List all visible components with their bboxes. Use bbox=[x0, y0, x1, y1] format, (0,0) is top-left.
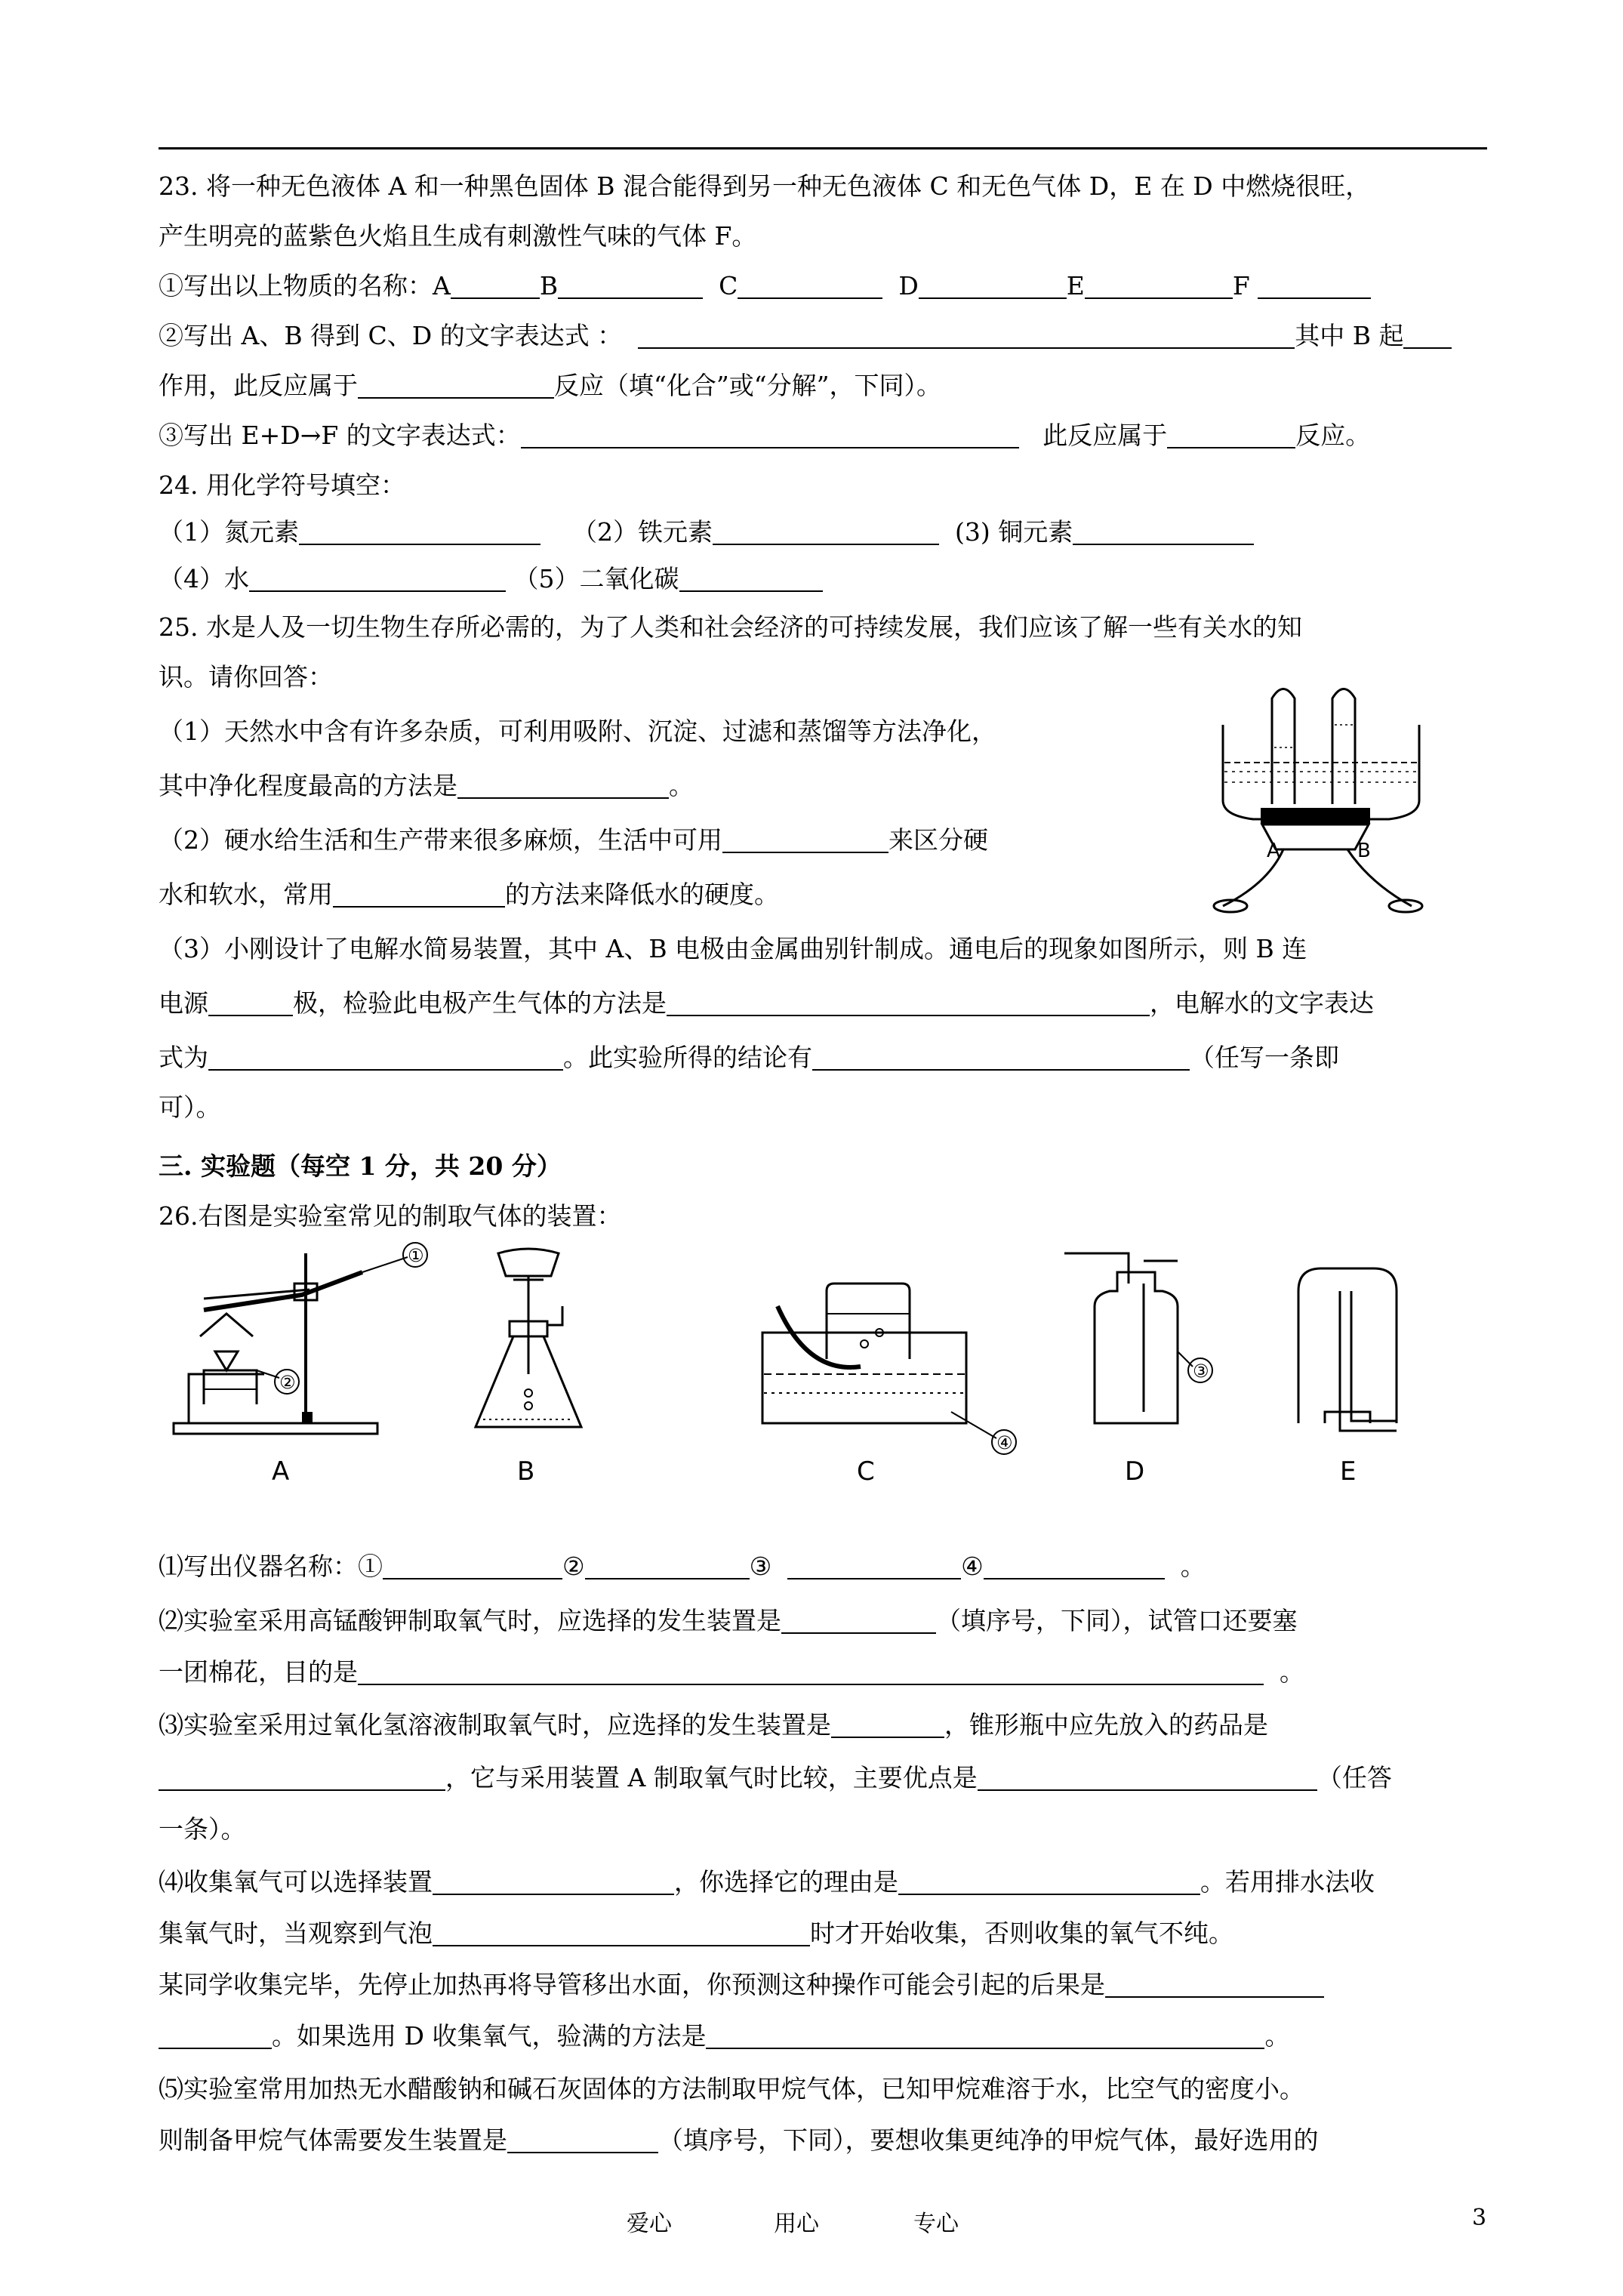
q25-line9-text: 式为 bbox=[159, 1043, 208, 1072]
q25-line5-text: （2）硬水给生活和生产带来很多麻烦，生活中可用 bbox=[159, 825, 722, 855]
q24-item3: (3) 铜元素 bbox=[954, 517, 1073, 547]
q24-title: 24. 用化学符号填空： bbox=[159, 470, 405, 500]
answer-blank-instrument-2[interactable] bbox=[585, 1549, 750, 1579]
answer-blank-electrolysis-eq[interactable] bbox=[208, 1040, 563, 1071]
apparatus-label-c: C bbox=[857, 1456, 875, 1487]
answer-blank-c[interactable] bbox=[738, 269, 882, 299]
q24-item1: （1）氮元素 bbox=[159, 517, 299, 547]
answer-blank-copper[interactable] bbox=[1073, 515, 1254, 545]
q26-part4-full bbox=[159, 2017, 1289, 2055]
q26-part5-hint: （填序号，下同），要想收集更纯净的甲烷气体，最好选用的 bbox=[658, 2125, 1319, 2155]
q23-part2-role: 其中 B 起 bbox=[1295, 321, 1404, 350]
q23-part3-type: 此反应属于 bbox=[1042, 421, 1168, 450]
answer-blank-co2[interactable] bbox=[679, 562, 823, 592]
section-3-heading: 三. 实验题（每空 1 分，共 20 分） bbox=[159, 1151, 562, 1181]
answer-blank-collect-reason[interactable] bbox=[898, 1865, 1200, 1895]
q25-line8-end: ，电解水的文字表达 bbox=[1150, 988, 1374, 1018]
q23-part2-hint: 反应（填“化合”或“分解”，下同）。 bbox=[554, 371, 941, 400]
answer-blank-d[interactable] bbox=[919, 269, 1067, 299]
q23-part2-text: ②写出 A、B 得到 C、D 的文字表达式 ： bbox=[159, 321, 623, 350]
q24-item4: （4）水 bbox=[159, 564, 249, 593]
q26-part3-end-line: 一条）。 bbox=[159, 1814, 246, 1844]
apparatus-label-b: B bbox=[517, 1456, 535, 1487]
q24-row1 bbox=[159, 513, 1254, 551]
answer-blank-water[interactable] bbox=[249, 562, 506, 592]
q26-part1-m2: ② bbox=[562, 1552, 585, 1581]
q26-part4-full-end: 。 bbox=[1264, 2021, 1290, 2051]
apparatus-label-d: D bbox=[1125, 1456, 1145, 1487]
apparatus-d bbox=[1064, 1253, 1212, 1487]
q25-line7: （3）小刚设计了电解水简易装置，其中 A、B 电极由金属曲别针制成。通电后的现象如图所示，则 B 连 bbox=[159, 934, 1307, 963]
label-b: B bbox=[539, 271, 559, 300]
answer-blank-a[interactable] bbox=[451, 269, 540, 299]
q25-line9-mid: 。此实验所得的结论有 bbox=[563, 1043, 812, 1072]
answer-blank-methane-device[interactable] bbox=[507, 2123, 658, 2153]
q26-part4-reason: ，你选择它的理由是 bbox=[674, 1867, 898, 1897]
answer-blank-distinguish[interactable] bbox=[722, 823, 888, 853]
q23-part2 bbox=[159, 317, 1452, 355]
answer-blank-bubble-state[interactable] bbox=[433, 1916, 810, 1946]
footer-yongxin: 用心 bbox=[774, 2211, 819, 2237]
apparatus-c bbox=[762, 1284, 1016, 1487]
q25-line3: （1）天然水中含有许多杂质，可利用吸附、沉淀、过滤和蒸馏等方法净化， bbox=[159, 717, 996, 746]
apparatus-label-e: E bbox=[1340, 1456, 1357, 1487]
apparatus-label-a: A bbox=[272, 1456, 290, 1487]
q26-part4-tail: 。若用排水法收 bbox=[1200, 1867, 1375, 1897]
label-d: D bbox=[898, 271, 919, 300]
q26-part1-text: ⑴写出仪器名称：① bbox=[159, 1552, 383, 1581]
q26-part5-cont bbox=[159, 2122, 1319, 2159]
q23-part1 bbox=[159, 267, 1371, 305]
q26-part2 bbox=[159, 1602, 1298, 1640]
q23-part2-type: 作用，此反应属于 bbox=[159, 371, 358, 400]
answer-blank-e[interactable] bbox=[1085, 269, 1233, 299]
q26-part4-text: ⑷收集氧气可以选择装置 bbox=[159, 1867, 433, 1897]
label-e: E bbox=[1066, 271, 1085, 300]
q26-part3 bbox=[159, 1706, 1268, 1744]
answer-blank-f[interactable] bbox=[1258, 269, 1371, 299]
q23-part3-end: 反应。 bbox=[1295, 421, 1371, 450]
electrolysis-diagram bbox=[1208, 680, 1434, 929]
answer-blank-reaction-type-2[interactable] bbox=[1167, 418, 1295, 448]
q25-line6-text: 水和软水，常用 bbox=[159, 880, 333, 909]
q25-line9-end: （任写一条即 bbox=[1190, 1043, 1339, 1072]
answer-blank-h2o2-device[interactable] bbox=[831, 1708, 944, 1738]
q26-part4-impure: 时才开始收集，否则收集的氧气不纯。 bbox=[810, 1918, 1233, 1948]
electrode-label-a: A bbox=[1267, 840, 1280, 862]
answer-blank-test-method[interactable] bbox=[667, 986, 1150, 1016]
q25-line5-end: 来区分硬 bbox=[888, 825, 988, 855]
q25-line6-end: 的方法来降低水的硬度。 bbox=[505, 880, 779, 909]
answer-blank-instrument-4[interactable] bbox=[984, 1549, 1165, 1579]
apparatus-a bbox=[174, 1243, 427, 1487]
q25-line5 bbox=[159, 821, 988, 859]
q26-part4-full-text: 。如果选用 D 收集氧气，验满的方法是 bbox=[272, 2021, 707, 2051]
q23-part1-text: ①写出以上物质的名称：A bbox=[159, 271, 451, 300]
answer-blank-instrument-3[interactable] bbox=[787, 1549, 961, 1579]
answer-blank-purify-method[interactable] bbox=[457, 769, 669, 799]
q25-line4-text: 其中净化程度最高的方法是 bbox=[159, 771, 457, 800]
answer-blank-iron[interactable] bbox=[713, 515, 939, 545]
answer-blank-consequence[interactable] bbox=[1105, 1968, 1324, 1998]
header-rule bbox=[159, 147, 1487, 149]
q25-line4-end: 。 bbox=[669, 771, 694, 800]
q26-part2-cont bbox=[159, 1653, 1304, 1691]
q24-item2: （2）铁元素 bbox=[571, 517, 713, 547]
q26-part1-end: 。 bbox=[1180, 1552, 1206, 1581]
answer-blank-kmno4-device[interactable] bbox=[781, 1604, 936, 1634]
q25-line2: 识。请你回答： bbox=[159, 662, 333, 692]
apparatus-marker-2: ② bbox=[279, 1372, 296, 1393]
apparatus-e bbox=[1298, 1268, 1397, 1487]
q23-part2-cont bbox=[159, 367, 941, 405]
q26-part4-consequence bbox=[159, 1966, 1324, 2004]
q26-part4-consequence-text: 某同学收集完毕，先停止加热再将导管移出水面，你预测这种操作可能会引起的后果是 bbox=[159, 1970, 1105, 1999]
q25-line8 bbox=[159, 985, 1374, 1022]
answer-blank-instrument-1[interactable] bbox=[383, 1549, 562, 1579]
q25-line4 bbox=[159, 767, 694, 805]
q26-part5: ⑸实验室常用加热无水醋酸钠和碱石灰固体的方法制取甲烷气体，已知甲烷难溶于水，比空气的密度小。 bbox=[159, 2074, 1304, 2103]
answer-blank-b[interactable] bbox=[558, 269, 703, 299]
q24-item5: （5）二氧化碳 bbox=[513, 564, 679, 593]
q26-part3-end: （任答 bbox=[1317, 1763, 1392, 1792]
q23-intro-line1: 23. 将一种无色液体 A 和一种黑色固体 B 混合能得到另一种无色液体 C 和无色气体 D，E 在 D 中燃烧很旺， bbox=[159, 171, 1371, 201]
apparatus-marker-4: ④ bbox=[996, 1432, 1013, 1453]
q26-part1-m3: ③ bbox=[749, 1552, 772, 1581]
answer-blank-advantage[interactable] bbox=[978, 1761, 1317, 1791]
label-f: F bbox=[1232, 271, 1250, 300]
q23-intro-line2: 产生明亮的蓝紫色火焰且生成有刺激性气味的气体 F。 bbox=[159, 221, 757, 251]
q26-part2-hint: （填序号，下同），试管口还要塞 bbox=[936, 1606, 1298, 1635]
answer-blank-equation-ab[interactable] bbox=[638, 319, 1295, 349]
answer-blank-full-check[interactable] bbox=[706, 2019, 1264, 2049]
answer-blank-soften[interactable] bbox=[333, 877, 505, 908]
footer-aixin: 爱心 bbox=[627, 2211, 672, 2237]
page-number: 3 bbox=[1472, 2205, 1487, 2231]
gas-apparatus-diagram bbox=[159, 1238, 1487, 1495]
apparatus-marker-1: ① bbox=[408, 1245, 424, 1266]
apparatus-b bbox=[476, 1249, 581, 1487]
q24-row2 bbox=[159, 560, 823, 598]
q26-part3-mid: ，锥形瓶中应先放入的药品是 bbox=[944, 1710, 1268, 1740]
answer-blank-conclusion[interactable] bbox=[812, 1040, 1190, 1071]
answer-blank-reaction-type[interactable] bbox=[358, 368, 554, 399]
q25-line8-text: 电源 bbox=[159, 988, 208, 1018]
q23-part3-text: ③写出 E+D→F 的文字表达式： bbox=[159, 421, 521, 450]
q26-part4 bbox=[159, 1863, 1375, 1901]
q25-line1: 25. 水是人及一切生物生存所必需的，为了人类和社会经济的可持续发展，我们应该了解一些有关水的知 bbox=[159, 612, 1302, 642]
q26-part2-purpose: 一团棉花，目的是 bbox=[159, 1657, 358, 1687]
q26-part1-m4: ④ bbox=[961, 1552, 984, 1581]
q26-part2-text: ⑵实验室采用高锰酸钾制取氧气时，应选择的发生装置是 bbox=[159, 1606, 781, 1635]
q26-intro: 26.右图是实验室常见的制取气体的装置： bbox=[159, 1201, 622, 1231]
footer-zhuanxin: 专心 bbox=[913, 2211, 959, 2237]
answer-blank-equation-ed[interactable] bbox=[521, 418, 1019, 448]
q26-part3-adv: ，它与采用装置 A 制取氧气时比较，主要优点是 bbox=[445, 1763, 978, 1792]
electrode-label-b: B bbox=[1357, 840, 1371, 862]
q26-part4-cont bbox=[159, 1915, 1233, 1952]
answer-blank-electrode[interactable] bbox=[208, 986, 293, 1016]
q26-part2-end: 。 bbox=[1279, 1657, 1304, 1687]
answer-blank-collect-device[interactable] bbox=[433, 1865, 674, 1895]
q23-part3 bbox=[159, 417, 1370, 455]
q26-part4-bubbles: 集氧气时，当观察到气泡 bbox=[159, 1918, 433, 1948]
answer-blank-consequence-cont[interactable] bbox=[159, 2019, 272, 2049]
q25-line8-mid: 极，检验此电极产生气体的方法是 bbox=[293, 988, 667, 1018]
q25-line9 bbox=[159, 1039, 1339, 1077]
answer-blank-nitrogen[interactable] bbox=[299, 515, 540, 545]
q25-line10: 可）。 bbox=[159, 1093, 221, 1122]
q26-part3-cont bbox=[159, 1759, 1392, 1797]
label-c: C bbox=[719, 271, 738, 300]
q26-part5-text: 则制备甲烷气体需要发生装置是 bbox=[159, 2125, 507, 2155]
q26-part1 bbox=[159, 1548, 1206, 1586]
answer-blank-first-reagent[interactable] bbox=[159, 1761, 445, 1791]
q26-part3-text: ⑶实验室采用过氧化氢溶液制取氧气时，应选择的发生装置是 bbox=[159, 1710, 831, 1740]
apparatus-marker-3: ③ bbox=[1193, 1361, 1209, 1382]
answer-blank-cotton-purpose[interactable] bbox=[358, 1655, 1264, 1685]
answer-blank-role[interactable] bbox=[1403, 319, 1452, 349]
q25-line6 bbox=[159, 876, 779, 914]
